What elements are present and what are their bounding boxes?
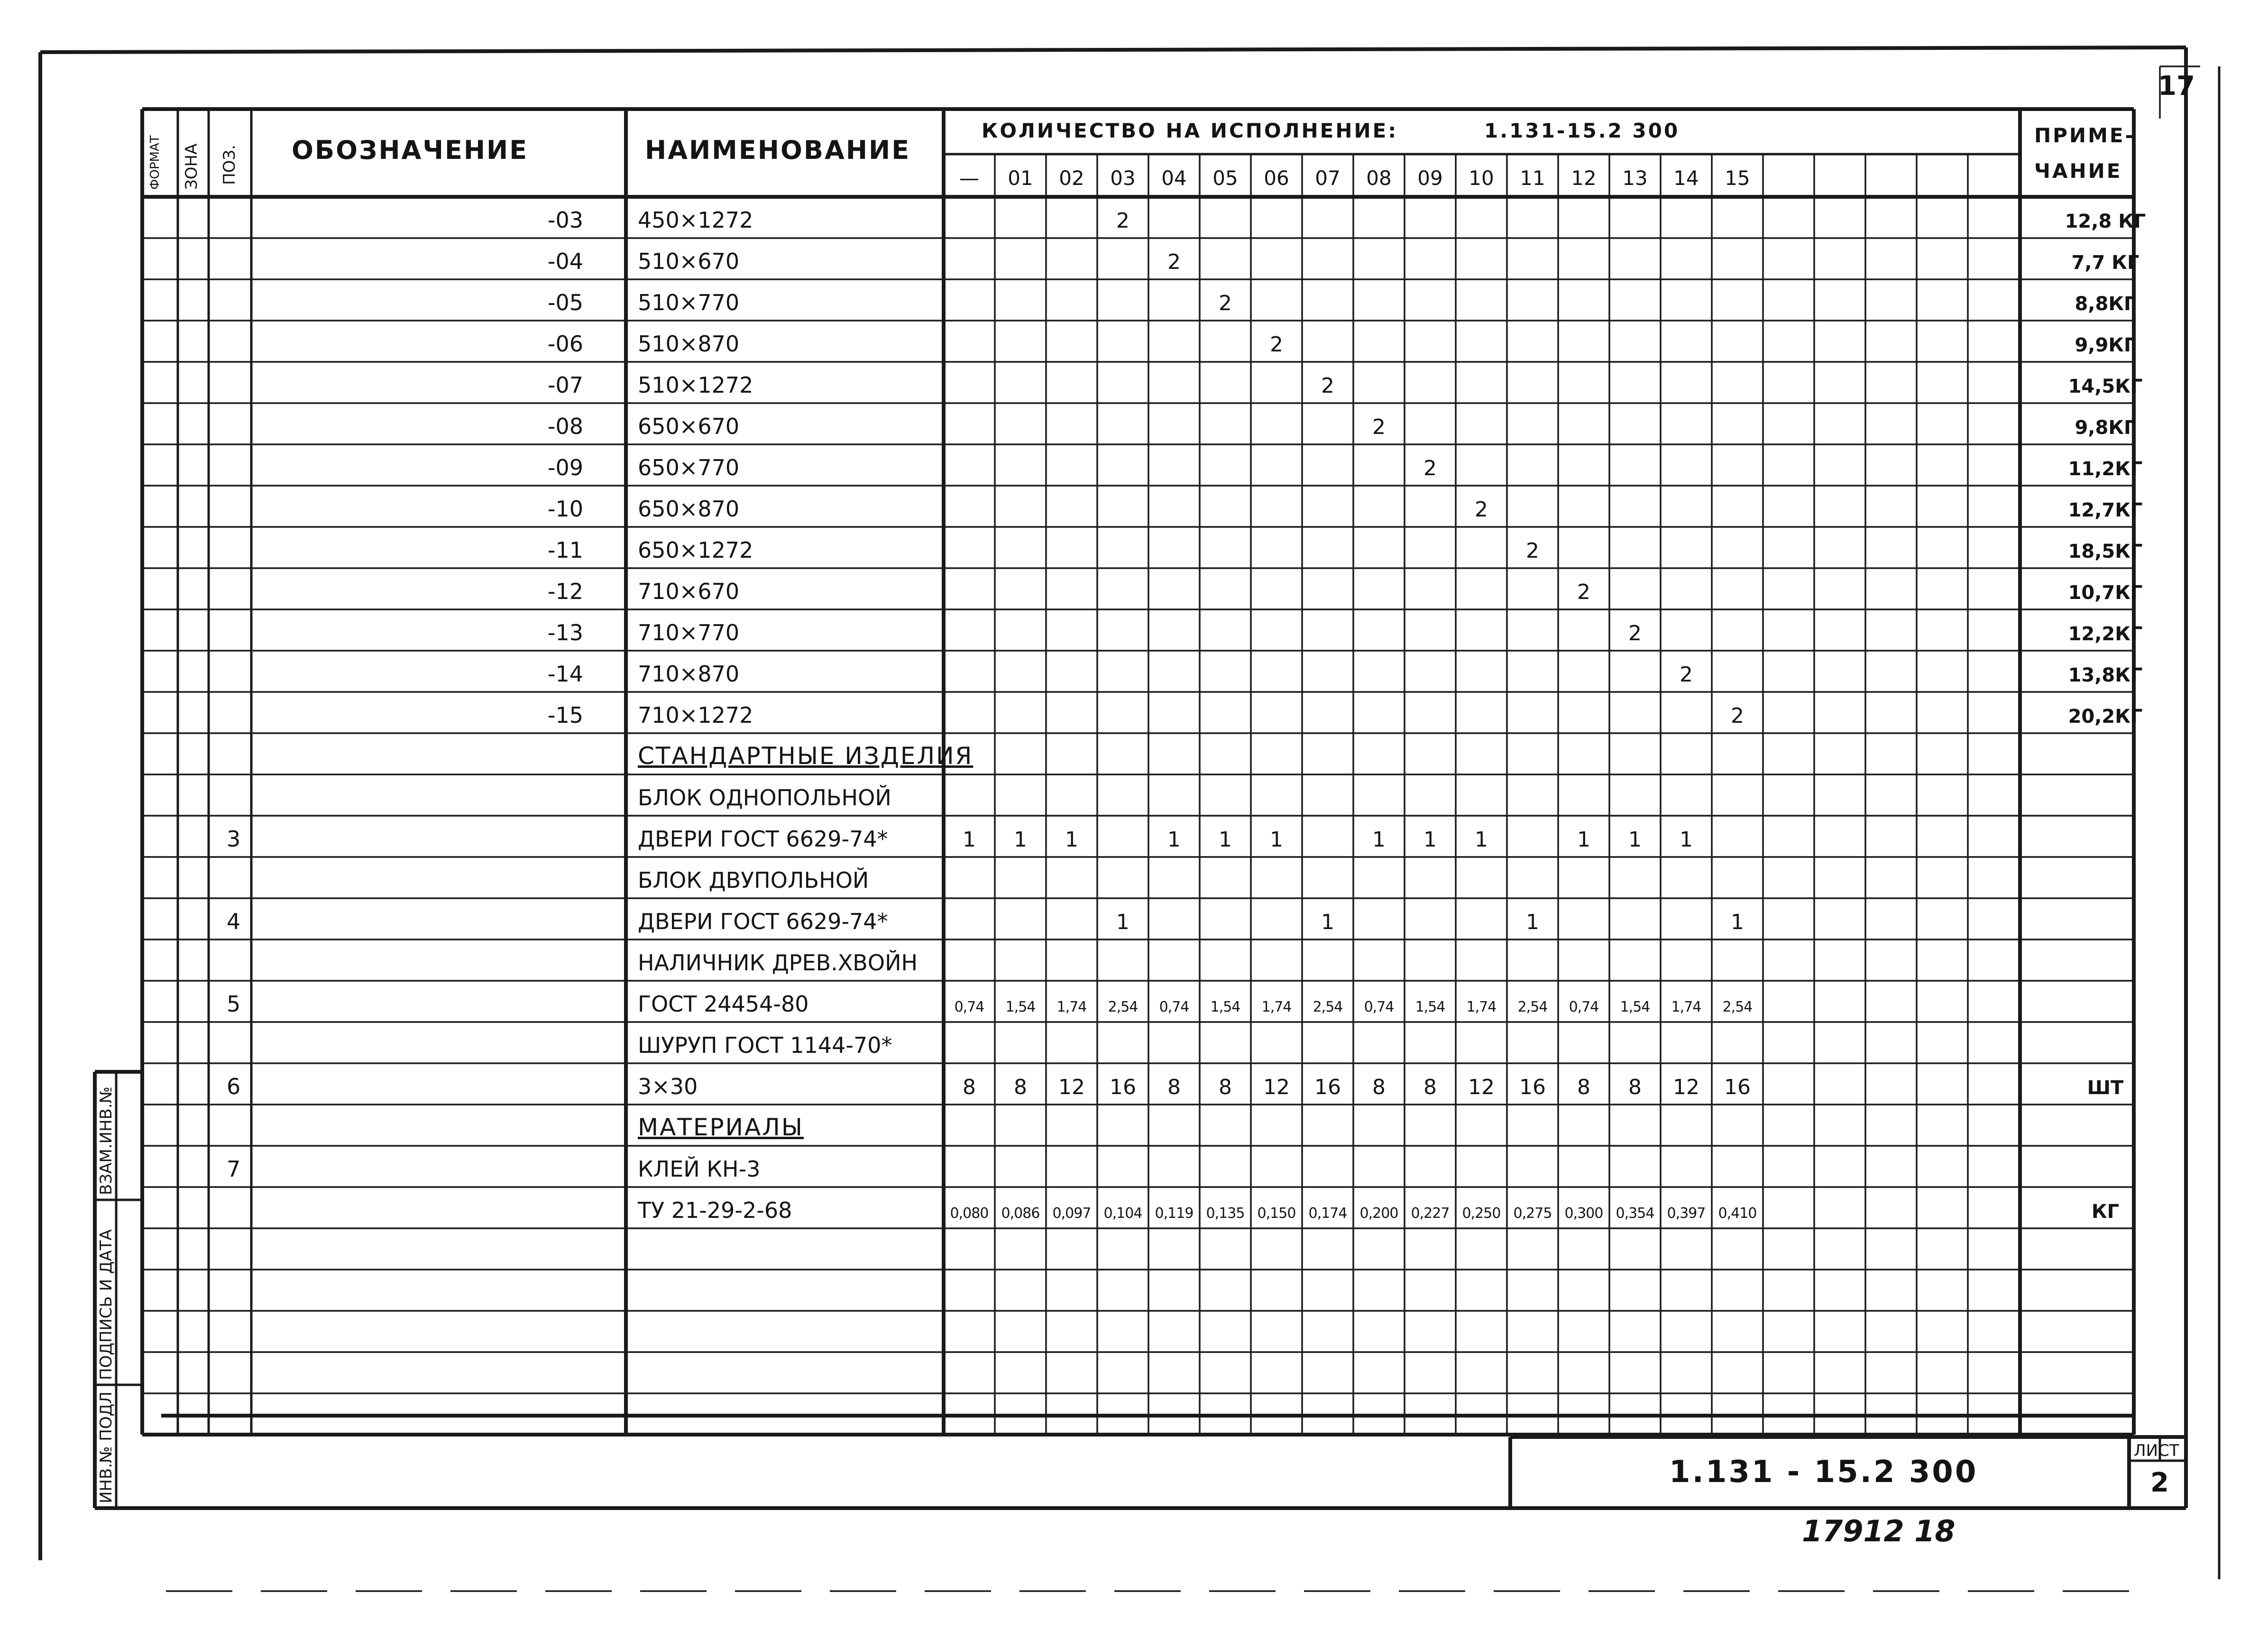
qty-title: КОЛИЧЕСТВО НА ИСПОЛНЕНИЕ: (982, 119, 1398, 142)
qty-cell: 2 (1270, 332, 1283, 357)
row-pos: 7 (227, 1156, 241, 1182)
row-note: 12,8 КГ (2065, 211, 2146, 232)
qty-cell: 1 (1475, 828, 1488, 852)
table-grid (142, 109, 2134, 1435)
qty-cell: 1 (1321, 910, 1334, 934)
qty-cell: 0,097 (1052, 1205, 1091, 1222)
table-row (638, 950, 918, 976)
col-zone-label: ЗОНА (182, 143, 201, 190)
table-row (548, 661, 2143, 687)
row-designation: -13 (547, 620, 583, 645)
variant-header: 01 (1008, 166, 1033, 190)
variant-header: 07 (1315, 166, 1341, 190)
table-row (638, 1032, 892, 1058)
qty-cell: 1 (1680, 828, 1693, 852)
row-designation: -07 (547, 372, 583, 398)
qty-cell: 8 (1372, 1075, 1386, 1099)
qty-cell: 1 (1014, 828, 1027, 852)
qty-cell: 0,135 (1206, 1205, 1245, 1222)
table-row (548, 620, 2143, 645)
side-stamp (95, 1072, 161, 1508)
qty-cell: 2 (1116, 209, 1129, 233)
variant-header: 13 (1622, 166, 1648, 190)
table-row (227, 909, 1744, 934)
qty-cell: 2 (1475, 497, 1488, 522)
qty-cell: 2,54 (1517, 999, 1548, 1015)
qty-cell: 2 (1680, 663, 1693, 687)
row-designation: -03 (547, 207, 583, 233)
qty-cell: 0,354 (1616, 1205, 1654, 1222)
qty-cell: 2,54 (1108, 999, 1138, 1015)
row-note: 14,5КГ (2068, 376, 2143, 397)
qty-cell: 2 (1628, 621, 1642, 645)
row-name: 3×30 (638, 1074, 698, 1099)
row-name: 650×770 (638, 455, 740, 480)
row-pos: 3 (227, 826, 241, 852)
qty-cell: 2,54 (1722, 999, 1753, 1015)
qty-cell: 2 (1731, 704, 1744, 728)
row-name: 650×870 (638, 496, 740, 522)
qty-cell: 1,54 (1210, 999, 1240, 1015)
qty-cell: 1 (1270, 828, 1283, 852)
qty-cell: 12 (1058, 1075, 1085, 1099)
col-designation-label: ОБОЗНАЧЕНИЕ (292, 135, 529, 165)
row-name: КЛЕЙ КН-3 (638, 1156, 761, 1182)
qty-cell: 1,54 (1415, 999, 1445, 1015)
qty-cell: 0,150 (1257, 1205, 1296, 1222)
qty-cell: 0,397 (1667, 1205, 1706, 1222)
table-row (637, 1197, 2119, 1223)
row-name: 710×770 (638, 620, 740, 645)
table-row (548, 414, 2136, 439)
row-name: 450×1272 (638, 207, 753, 233)
qty-cell: 0,086 (1001, 1205, 1040, 1222)
row-name: БЛОК ДВУПОЛЬНОЙ (638, 867, 869, 893)
qty-cell: 8 (1167, 1075, 1181, 1099)
row-designation: -06 (547, 331, 583, 357)
page-number: 17 (2158, 71, 2195, 101)
row-note: 8,8КГ (2075, 293, 2136, 315)
qty-cell: 1,54 (1620, 999, 1650, 1015)
qty-cell: 0,104 (1103, 1205, 1142, 1222)
table-row (548, 579, 2143, 604)
variant-header: 09 (1417, 166, 1443, 190)
row-name: 510×670 (638, 249, 740, 274)
variant-header: 14 (1673, 166, 1699, 190)
qty-cell: 1,74 (1466, 999, 1497, 1015)
row-note: КГ (2091, 1201, 2120, 1223)
qty-cell: 12 (1673, 1075, 1699, 1099)
table-row (638, 867, 869, 893)
qty-cell: 1 (1423, 828, 1437, 852)
row-designation: -11 (547, 537, 583, 563)
qty-cell: 1 (963, 828, 976, 852)
qty-cell: 8 (1014, 1075, 1027, 1099)
row-note: 11,2КГ (2068, 458, 2143, 480)
qty-cell: 0,74 (954, 999, 984, 1015)
qty-cell: 1 (1116, 910, 1129, 934)
table-row (227, 991, 1752, 1017)
row-designation: -15 (547, 702, 583, 728)
qty-cell: 1,54 (1005, 999, 1036, 1015)
qty-cell: 2 (1526, 539, 1539, 563)
row-note: ШТ (2087, 1077, 2124, 1099)
variant-header: 06 (1264, 166, 1289, 190)
qty-cell: 2 (1219, 291, 1232, 315)
row-note: 12,2КГ (2068, 623, 2143, 645)
qty-cell: 2 (1372, 415, 1386, 439)
row-name: ТУ 21-29-2-68 (638, 1197, 792, 1223)
row-designation: -12 (547, 579, 583, 604)
row-name: ДВЕРИ ГОСТ 6629-74* (638, 909, 888, 934)
qty-cell: 1 (1731, 910, 1744, 934)
row-name: 650×1272 (638, 537, 753, 563)
variant-header: 12 (1571, 166, 1597, 190)
qty-cell: 0,74 (1364, 999, 1394, 1015)
qty-cell: 8 (1628, 1075, 1642, 1099)
row-note: 7,7 КГ (2071, 252, 2139, 274)
sheet-label: ЛИСТ (2134, 1441, 2179, 1460)
qty-cell: 1,74 (1261, 999, 1292, 1015)
table-row (227, 1156, 760, 1182)
qty-doc: 1.131-15.2 300 (1484, 119, 1680, 142)
qty-cell: 2,54 (1313, 999, 1343, 1015)
qty-cell: 0,174 (1308, 1205, 1347, 1222)
side-replaces-inv: ВЗАМ.ИНВ.№ (97, 1086, 116, 1195)
qty-cell: 8 (963, 1075, 976, 1099)
row-name: ДВЕРИ ГОСТ 6629-74* (638, 826, 888, 852)
variant-header: 11 (1520, 166, 1545, 190)
sheet-number: 2 (2150, 1467, 2169, 1498)
variant-header: 15 (1725, 166, 1750, 190)
qty-cell: 0,74 (1159, 999, 1189, 1015)
table-row (548, 537, 2143, 563)
row-designation: -05 (547, 290, 583, 315)
qty-cell: 2 (1321, 374, 1334, 398)
variant-header: 10 (1469, 166, 1494, 190)
row-name: ГОСТ 24454-80 (638, 991, 809, 1017)
qty-cell: 2 (1423, 456, 1437, 480)
row-name: 510×1272 (638, 372, 753, 398)
table-row (548, 207, 2146, 233)
variant-header: 04 (1161, 166, 1187, 190)
row-designation: -08 (547, 414, 583, 439)
qty-cell: 8 (1577, 1075, 1590, 1099)
qty-cell: 0,119 (1155, 1205, 1194, 1222)
table-body (227, 207, 2146, 1223)
variant-header: 08 (1366, 166, 1392, 190)
qty-cell: 1 (1065, 828, 1078, 852)
side-inv-orig: ИНВ.№ ПОДЛ (97, 1391, 116, 1503)
qty-cell: 12 (1468, 1075, 1495, 1099)
qty-cell: 0,300 (1564, 1205, 1603, 1222)
handwritten-number: 17912 18 (1802, 1514, 1956, 1548)
note-label-1: ПРИМЕ- (2034, 124, 2135, 147)
row-pos: 5 (227, 991, 241, 1017)
qty-cell: 8 (1423, 1075, 1437, 1099)
table-row (548, 249, 2139, 274)
side-sign-date: ПОДПИСЬ И ДАТА (97, 1229, 116, 1380)
row-name: 650×670 (638, 414, 740, 439)
qty-cell: 1,74 (1671, 999, 1701, 1015)
table-row (548, 331, 2136, 357)
row-name: СТАНДАРТНЫЕ ИЗДЕЛИЯ (638, 742, 973, 770)
table-row (548, 496, 2143, 522)
row-name: 710×670 (638, 579, 740, 604)
row-note: 10,7КГ (2068, 582, 2143, 604)
variant-header: 03 (1110, 166, 1136, 190)
row-name: 510×770 (638, 290, 740, 315)
table-row (638, 1114, 804, 1141)
variant-header: — (959, 166, 979, 190)
qty-cell: 0,410 (1718, 1205, 1757, 1222)
row-name: ШУРУП ГОСТ 1144-70* (638, 1032, 892, 1058)
col-pos-label: ПОЗ. (220, 145, 239, 185)
qty-cell: 16 (1110, 1075, 1136, 1099)
qty-cell: 1 (1219, 828, 1232, 852)
row-note: 20,2КГ (2068, 706, 2143, 728)
qty-cell: 1 (1526, 910, 1539, 934)
row-name: МАТЕРИАЛЫ (638, 1114, 804, 1141)
row-note: 13,8КГ (2068, 664, 2143, 686)
table-row (548, 290, 2136, 315)
table-row (548, 702, 2143, 728)
table-row (548, 372, 2143, 398)
qty-cell: 1 (1577, 828, 1590, 852)
row-designation: -09 (547, 455, 583, 480)
note-label-2: ЧАНИЕ (2034, 159, 2122, 183)
row-note: 12,7КГ (2068, 499, 2143, 521)
doc-code: 1.131 - 15.2 300 (1669, 1455, 1978, 1490)
row-designation: -04 (547, 249, 583, 274)
qty-cell: 2 (1577, 580, 1590, 604)
col-name-label: НАИМЕНОВАНИЕ (645, 135, 911, 165)
qty-cell: 1 (1167, 828, 1181, 852)
row-name: БЛОК ОДНОПОЛЬНОЙ (638, 785, 891, 810)
table-row (227, 826, 1693, 852)
row-designation: -10 (547, 496, 583, 522)
row-pos: 6 (227, 1074, 241, 1099)
qty-cell: 1 (1628, 828, 1642, 852)
qty-cell: 16 (1314, 1075, 1341, 1099)
row-pos: 4 (227, 909, 241, 934)
qty-cell: 1 (1372, 828, 1386, 852)
variant-header: 02 (1059, 166, 1084, 190)
row-note: 18,5КГ (2068, 541, 2143, 562)
qty-cell: 0,275 (1513, 1205, 1552, 1222)
qty-cell: 0,250 (1462, 1205, 1501, 1222)
row-name: НАЛИЧНИК ДРЕВ.ХВОЙН (638, 950, 918, 976)
table-row (548, 455, 2143, 480)
variant-header: 05 (1212, 166, 1238, 190)
table-row (227, 1074, 2124, 1099)
row-note: 9,9КГ (2075, 334, 2136, 356)
row-name: 510×870 (638, 331, 740, 357)
row-note: 9,8КГ (2075, 417, 2136, 439)
qty-cell: 16 (1519, 1075, 1546, 1099)
qty-cell: 0,200 (1359, 1205, 1398, 1222)
row-designation: -14 (547, 661, 583, 687)
qty-cell: 12 (1263, 1075, 1290, 1099)
qty-cell: 1,74 (1056, 999, 1087, 1015)
row-name: 710×1272 (638, 702, 753, 728)
qty-cell: 16 (1724, 1075, 1751, 1099)
qty-cell: 0,74 (1569, 999, 1599, 1015)
table-row (638, 785, 891, 810)
qty-cell: 2 (1167, 250, 1181, 274)
qty-cell: 0,080 (950, 1205, 989, 1222)
qty-cell: 8 (1219, 1075, 1232, 1099)
col-format-label: ФОРМАТ (148, 135, 162, 190)
qty-cell: 0,227 (1411, 1205, 1450, 1222)
row-name: 710×870 (638, 661, 740, 687)
table-row (638, 742, 973, 770)
